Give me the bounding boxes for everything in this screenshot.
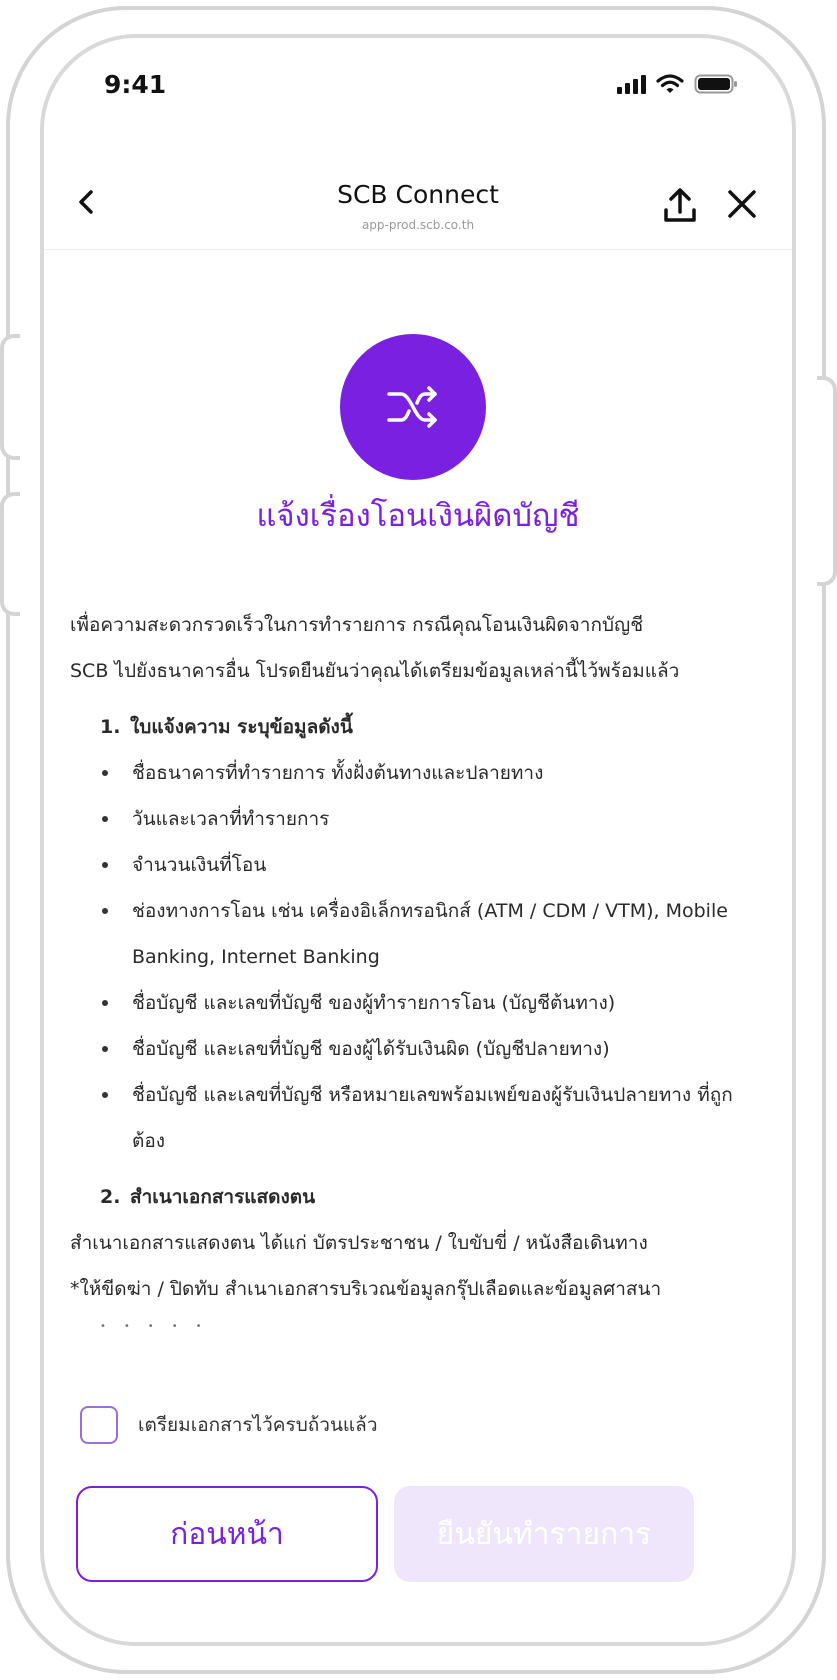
instructions-content xyxy=(70,602,762,1332)
section-1-heading xyxy=(70,704,762,750)
browser-nav-bar xyxy=(44,138,792,250)
confirm-button[interactable]: ยืนยันทำรายการ xyxy=(394,1486,694,1582)
volume-down-button xyxy=(0,492,20,616)
intro-line: เพื่อความสะดวกรวดเร็วในการทำรายการ กรณีคุณโอนเงินผิดจากบัญชี xyxy=(70,614,644,636)
status-time: 9:41 xyxy=(104,70,167,99)
close-icon xyxy=(726,188,758,220)
share-icon xyxy=(662,186,698,224)
section-2-line: *ให้ขีดฆ่า / ปิดทับ สำเนาเอกสารบริเวณข้อมูลกรุ๊ปเลือดและข้อมูลศาสนา xyxy=(70,1278,662,1300)
documents-ready-row[interactable] xyxy=(80,1406,378,1444)
intro-line: SCB ไปยังธนาคารอื่น โปรดยืนยันว่าคุณได้เตรียมข้อมูลเหล่านี้ไว้พร้อมแล้ว xyxy=(70,660,680,682)
section-2-heading xyxy=(70,1174,762,1220)
checkbox-label: เตรียมเอกสารไว้ครบถ้วนแล้ว xyxy=(138,1414,378,1436)
power-button xyxy=(817,376,837,586)
intro-paragraph xyxy=(70,602,762,694)
status-icons xyxy=(616,74,738,94)
footer-actions xyxy=(44,1392,792,1642)
shuffle-icon xyxy=(383,382,443,432)
hero-icon-badge xyxy=(340,334,486,480)
list-item: ช่องทางการโอน เช่น เครื่องอิเล็กทรอนิกส์ (ATM / CDM / VTM), Mobile Banking, Internet Banking xyxy=(100,888,762,980)
page-title: แจ้งเรื่องโอนเงินผิดบัญชี xyxy=(256,498,580,534)
wifi-icon xyxy=(656,74,684,94)
section-number: 2. xyxy=(100,1186,121,1208)
list-item: ชื่อบัญชี และเลขที่บัญชี ของผู้ได้รับเงินผิด (บัญชีปลายทาง) xyxy=(100,1026,762,1072)
list-item: วันและเวลาที่ทำรายการ xyxy=(100,796,762,842)
volume-up-button xyxy=(0,334,20,460)
status-bar xyxy=(44,38,792,128)
phone-screen xyxy=(40,34,796,1646)
share-button[interactable] xyxy=(662,186,698,224)
list-item: จำนวนเงินที่โอน xyxy=(100,842,762,888)
close-button[interactable] xyxy=(726,188,758,220)
nav-url: app-prod.scb.co.th xyxy=(361,218,475,232)
list-item: ชื่อบัญชี และเลขที่บัญชี หรือหมายเลขพร้อมเพย์ของผู้รับเงินปลายทาง ที่ถูกต้อง xyxy=(100,1072,762,1164)
previous-button[interactable]: ก่อนหน้า xyxy=(76,1486,378,1582)
section-number: 1. xyxy=(100,716,121,738)
documents-ready-checkbox[interactable] xyxy=(80,1406,118,1444)
section-1-list xyxy=(70,750,762,1164)
list-item: ชื่อบัญชี และเลขที่บัญชี ของผู้ทำรายการโอน (บัญชีต้นทาง) xyxy=(100,980,762,1026)
section-2-line: สำเนาเอกสารแสดงตน ได้แก่ บัตรประชาชน / ใบขับขี่ / หนังสือเดินทาง xyxy=(70,1232,648,1254)
scroll-fade-hint: ••••• xyxy=(100,1321,220,1332)
section-title: ใบแจ้งความ ระบุข้อมูลดังนี้ xyxy=(130,716,353,738)
list-item: ชื่อธนาคารที่ทำรายการ ทั้งฝั่งต้นทางและปลายทาง xyxy=(100,750,762,796)
section-title: สำเนาเอกสารแสดงตน xyxy=(130,1186,316,1208)
section-2-body xyxy=(70,1220,762,1312)
battery-icon xyxy=(694,74,738,94)
cellular-signal-icon xyxy=(616,74,646,94)
nav-title: SCB Connect xyxy=(337,180,499,209)
